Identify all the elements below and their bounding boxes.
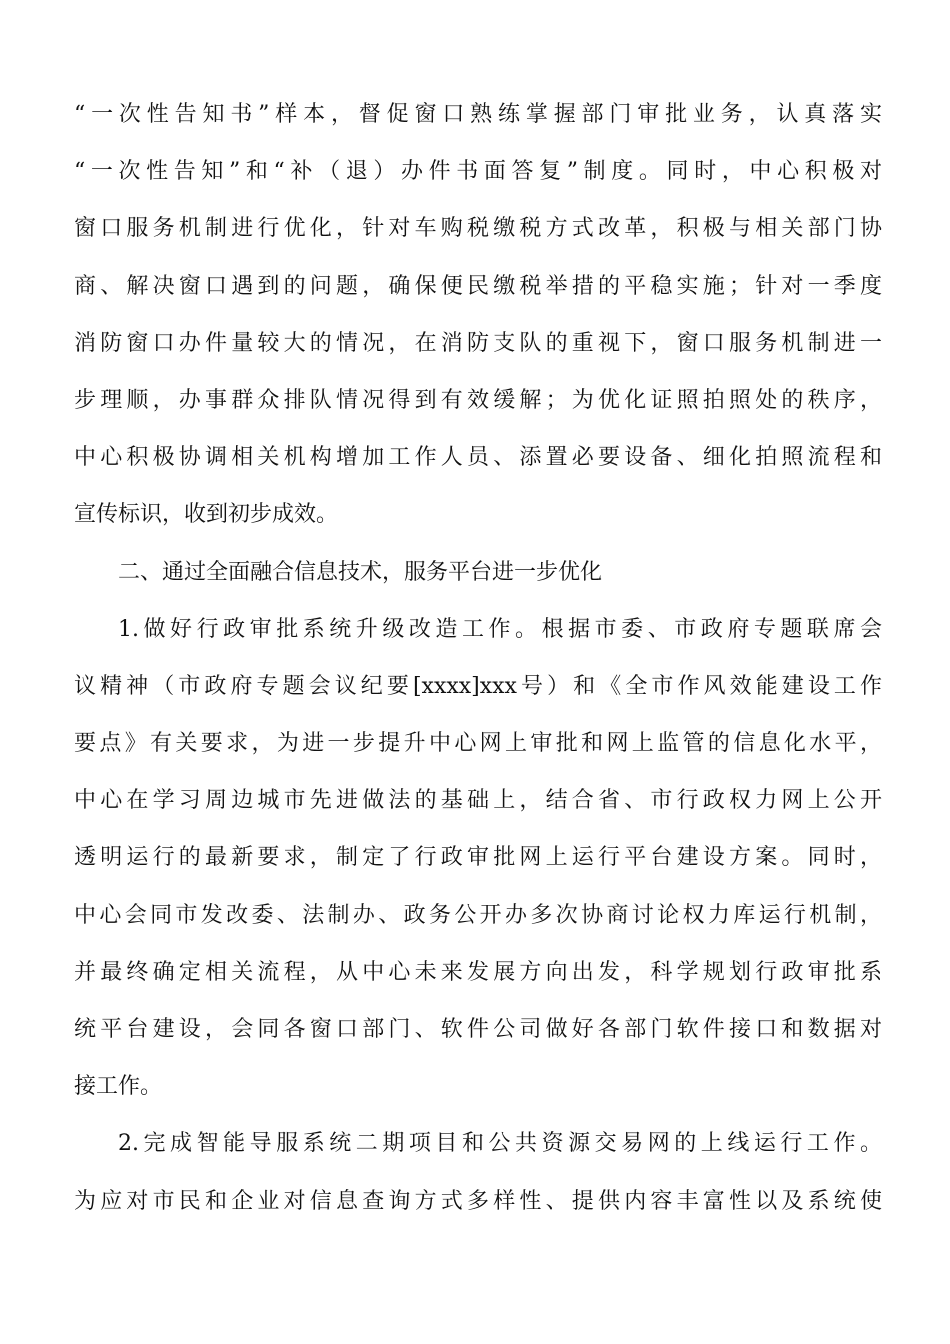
paragraph-line: 步理顺，办事群众排队情况得到有效缓解；为优化证照拍照处的秩序， [74, 387, 882, 413]
section-heading: 二、通过全面融合信息技术，服务平台进一步优化 [118, 559, 603, 585]
paragraph-line: 中心会同市发改委、法制办、政务公开办多次协商讨论权力库运行机制， [74, 902, 882, 928]
paragraph-line: 中心在学习周边城市先进做法的基础上，结合省、市行政权力网上公开 [74, 788, 882, 814]
paragraph-line: 为应对市民和企业对信息查询方式多样性、提供内容丰富性以及系统使 [74, 1188, 882, 1214]
paragraph-line: 中心积极协调相关机构增加工作人员、添置必要设备、细化拍照流程和 [74, 445, 882, 471]
paragraph-line: 商、解决窗口遇到的问题，确保便民缴税举措的平稳实施；针对一季度 [74, 273, 882, 299]
paragraph-line: 统平台建设，会同各窗口部门、软件公司做好各部门软件接口和数据对 [74, 1017, 882, 1042]
paragraph-line: “一次性告知书”样本，督促窗口熟练掌握部门审批业务，认真落实 [74, 102, 882, 127]
paragraph-line: 接工作。 [74, 1074, 163, 1100]
document-body [74, 86, 882, 1230]
paragraph-line: 窗口服务机制进行优化，针对车购税缴税方式改革，积极与相关部门协 [74, 216, 882, 242]
paragraph-line: 1.做好行政审批系统升级改造工作。根据市委、市政府专题联席会 [118, 616, 882, 642]
paragraph-line: 要点》有关要求，为进一步提升中心网上审批和网上监管的信息化水平， [74, 731, 882, 757]
paragraph-line: 并最终确定相关流程，从中心未来发展方向出发，科学规划行政审批系 [74, 959, 882, 985]
paragraph-line: 消防窗口办件量较大的情况，在消防支队的重视下，窗口服务机制进一 [74, 330, 882, 356]
paragraph-line: “一次性告知”和“补（退）办件书面答复”制度。同时，中心积极对 [74, 159, 882, 185]
paragraph-line: 议精神（市政府专题会议纪要[xxxx]xxx号）和《全市作风效能建设工作 [74, 673, 882, 699]
paragraph-line: 宣传标识，收到初步成效。 [74, 502, 339, 528]
paragraph-line: 2.完成智能导服系统二期项目和公共资源交易网的上线运行工作。 [118, 1131, 882, 1157]
paragraph-line: 透明运行的最新要求，制定了行政审批网上运行平台建设方案。同时， [74, 845, 882, 871]
